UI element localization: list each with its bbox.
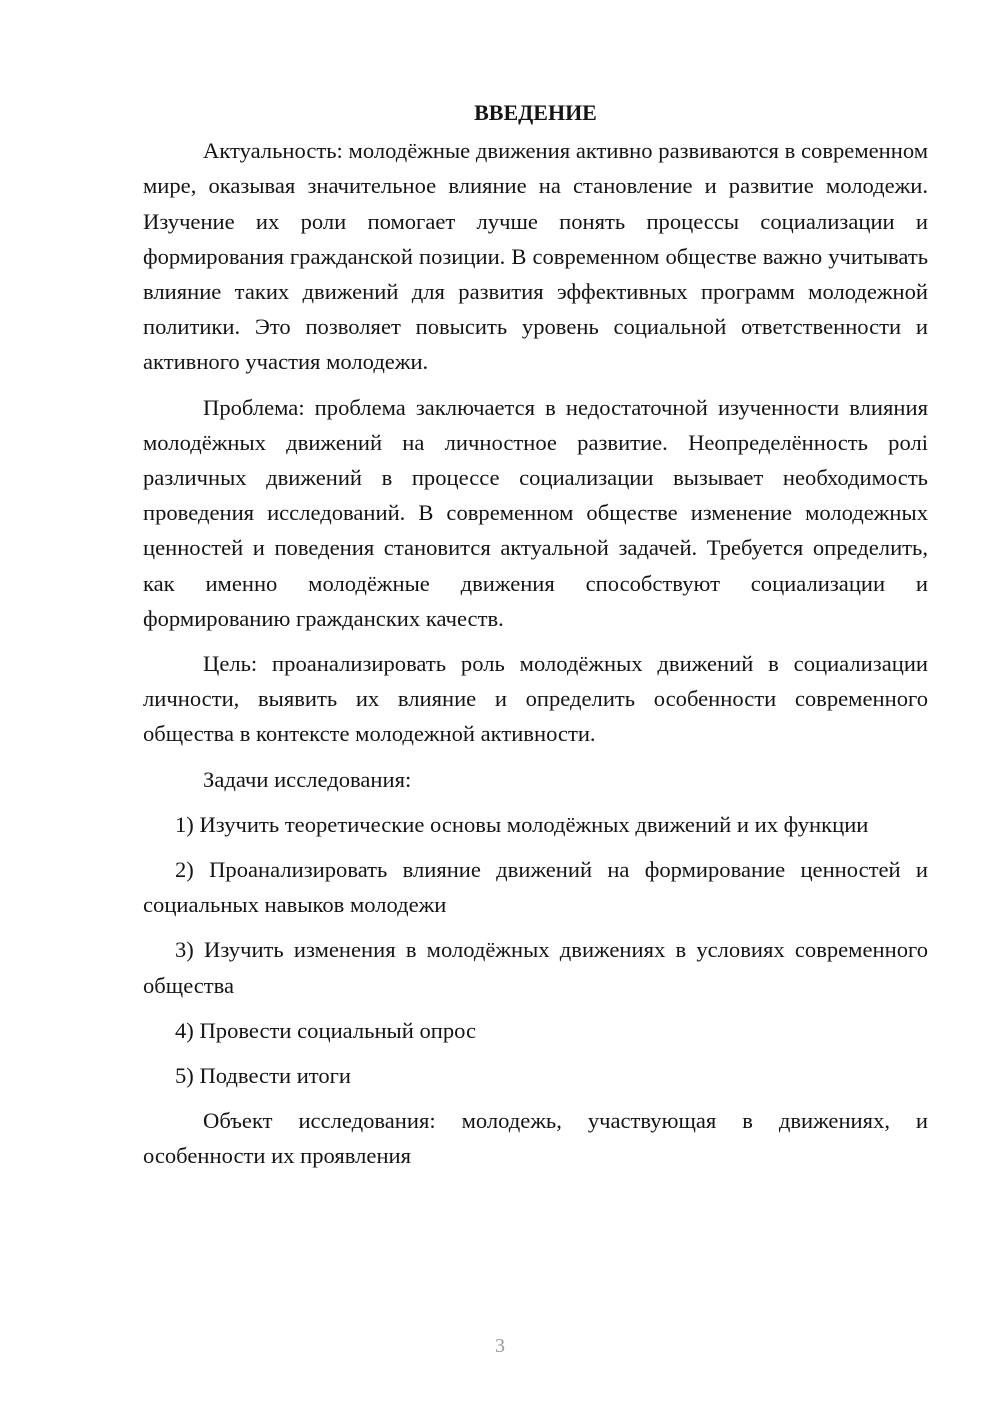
- task-item-2: 2) Проанализировать влияние движений на формирование ценностей и социальных навыков молодежи: [143, 857, 928, 918]
- relevance-paragraph: Актуальность: молодёжные движения активно развиваются в современном мире, оказывая значительное влияние на становление и развитие молодежи. Изучение их роли помогает лучше понять процессы социализации и формирования гражданской позиции. В современном обществе важно учитывать влияние таких движений для развития эффективных программ молодежной политики. Это позволяет повысить уровень социальной ответственности и активного участия молодежи.: [143, 138, 928, 375]
- page-content: [143, 95, 928, 1184]
- task-item-3: 3) Изучить изменения в молодёжных движениях в условиях современного общества: [143, 937, 928, 998]
- tasks-label: Задачи исследования:: [203, 766, 412, 792]
- page-number: 3: [495, 1335, 505, 1357]
- task-item-4: 4) Провести социальный опрос: [175, 1017, 477, 1043]
- problem-paragraph: Проблема: проблема заключается в недостаточной изученности влияния молодёжных движений на личностное развитие. Неопределённость ролі различных движений в процессе социализации вызывает необходимость проведения исследований. В современном обществе изменение молодежных ценностей и поведения становится актуальной задачей. Требуется определить, как именно молодёжные движения способствуют социализации и формированию гражданских качеств.: [143, 394, 928, 631]
- goal-paragraph: Цель: проанализировать роль молодёжных движений в социализации личности, выявить их влияние и определить особенности современного общества в контексте молодежной активности.: [143, 651, 928, 747]
- section-heading: ВВЕДЕНИЕ: [474, 100, 597, 125]
- task-item-1: 1) Изучить теоретические основы молодёжных движений и их функции: [175, 811, 869, 837]
- task-item-5: 5) Подвести итоги: [175, 1063, 352, 1089]
- object-paragraph: Объект исследования: молодежь, участвующая в движениях, и особенности их проявления: [143, 1108, 928, 1169]
